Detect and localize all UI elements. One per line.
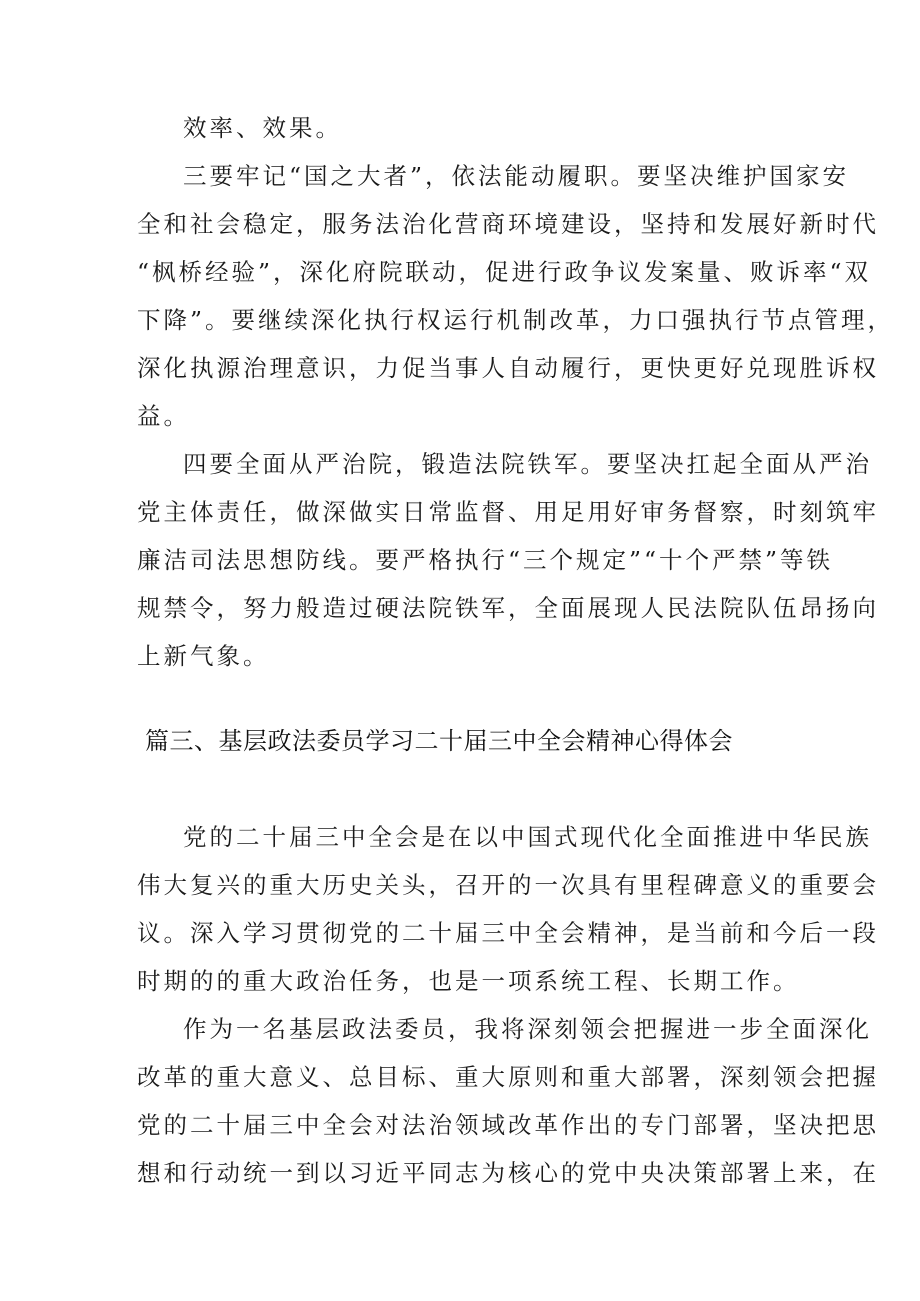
paragraph-line: 时期的的重大政治任务，也是一项系统工程、长期工作。	[137, 967, 800, 995]
paragraph-line: 议。深入学习贯彻党的二十届三中全会精神，是当前和今后一段	[137, 919, 879, 947]
chapter-heading: 篇三、基层政法委员学习二十届三中全会精神心得体会	[145, 727, 733, 755]
paragraph-line: 党的二十届三中全会对法治领域改革作出的专门部署，坚决把思	[137, 1111, 879, 1139]
paragraph-line: 三要牢记“国之大者”，依法能动履职。要坚决维护国家安	[183, 162, 850, 190]
paragraph-line: 四要全面从严治院，锻造法院铁军。要坚决扛起全面从严治	[183, 450, 872, 478]
paragraph-line: 廉洁司法思想防线。要严格执行“三个规定”“十个严禁”等铁	[137, 546, 834, 574]
paragraph-line: 上新气象。	[137, 642, 270, 670]
paragraph-line: 党主体责任，做深做实日常监督、用足用好审务督察，时刻筑牢	[137, 498, 879, 526]
paragraph-line: 改革的重大意义、总目标、重大原则和重大部署，深刻领会把握	[137, 1063, 879, 1091]
paragraph-line: 益。	[137, 402, 190, 430]
paragraph-line: “枫桥经验”，深化府院联动，促进行政争议发案量、败诉率“双	[137, 258, 872, 286]
paragraph-line: 想和行动统一到以习近平同志为核心的党中央决策部署上来，在	[137, 1159, 879, 1187]
paragraph-line: 作为一名基层政法委员，我将深刻领会把握进一步全面深化	[183, 1015, 872, 1043]
paragraph-line: 下降”。要继续深化执行权运行机制改革，力口强执行节点管理，	[137, 306, 895, 334]
paragraph-line: 规禁令，努力般造过硬法院铁军，全面展现人民法院队伍昂扬向	[137, 594, 879, 622]
paragraph-line: 伟大复兴的重大历史关头，召开的一次具有里程碑意义的重要会	[137, 871, 879, 899]
paragraph-fragment-line: 效率、效果。	[183, 114, 342, 142]
paragraph-line: 全和社会稳定，服务法治化营商环境建设，坚持和发展好新时代	[137, 210, 879, 238]
paragraph-line: 深化执源治理意识，力促当事人自动履行，更快更好兑现胜诉权	[137, 354, 879, 382]
paragraph-line: 党的二十届三中全会是在以中国式现代化全面推进中华民族	[183, 823, 872, 851]
